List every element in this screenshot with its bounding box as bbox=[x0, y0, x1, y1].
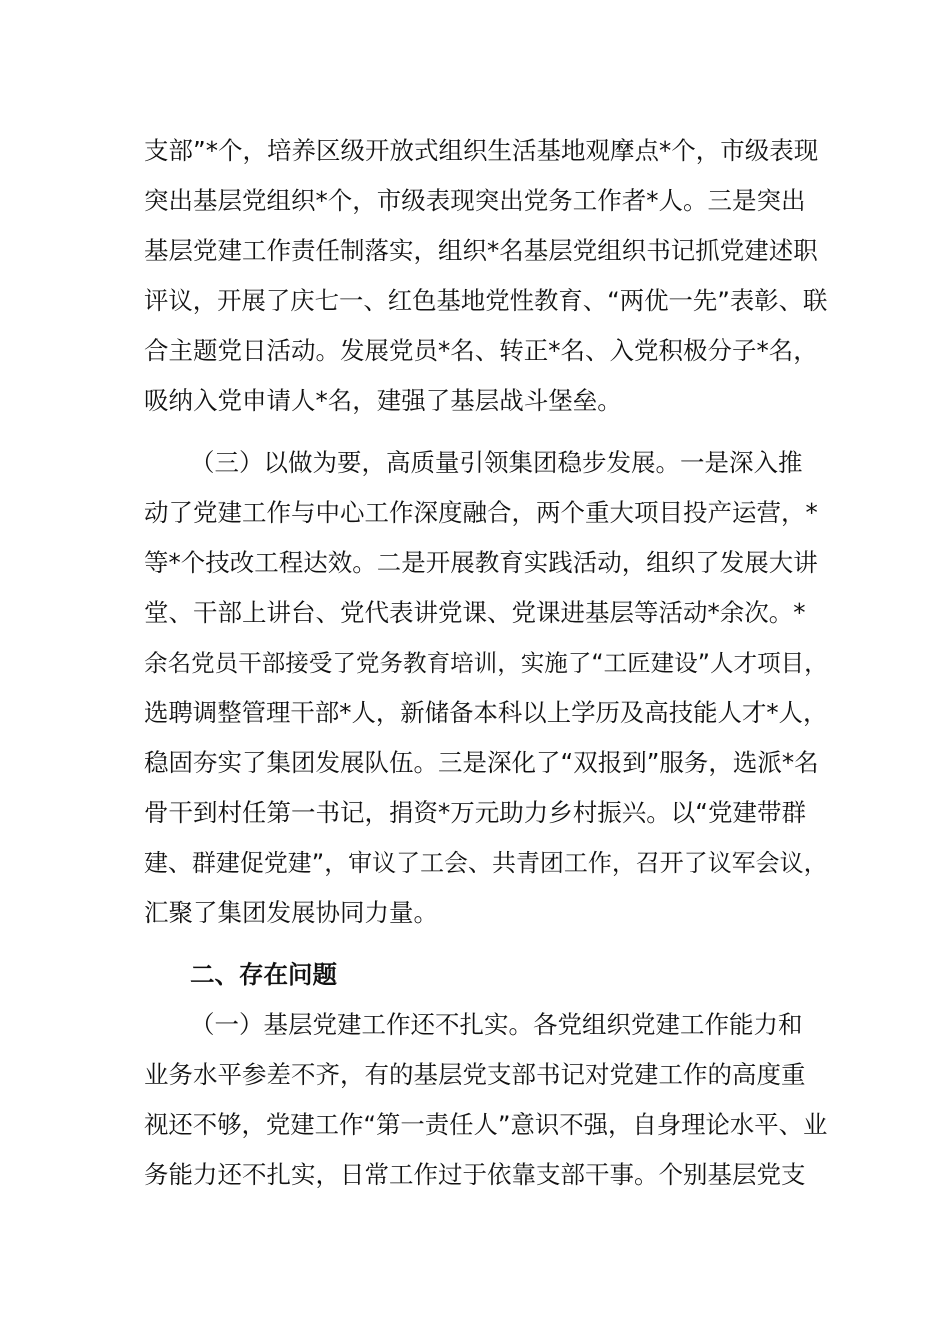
paragraph-1-line-5: 合主题党日活动。发展党员*名、转正*名、入党积极分子*名， bbox=[144, 336, 818, 365]
paragraph-2-line-6: 选聘调整管理干部*人，新储备本科以上学历及高技能人才*人， bbox=[144, 698, 828, 727]
paragraph-1-line-2: 突出基层党组织*个，市级表现突出党务工作者*人。三是突出 bbox=[144, 186, 806, 215]
paragraph-3-line-4: 务能力还不扎实，日常工作过于依靠支部干事。个别基层党支 bbox=[144, 1160, 806, 1189]
paragraph-1-line-4: 评议，开展了庆七一、红色基地党性教育、“两优一先”表彰、联 bbox=[144, 286, 828, 315]
paragraph-1-line-3: 基层党建工作责任制落实，组织*名基层党组织书记抓党建述职 bbox=[144, 236, 818, 265]
paragraph-3-line-3: 视还不够，党建工作“第一责任人”意识不强，自身理论水平、业 bbox=[144, 1110, 828, 1139]
paragraph-2-line-10: 汇聚了集团发展协同力量。 bbox=[144, 898, 438, 927]
paragraph-1-line-1: 支部”*个，培养区级开放式组织生活基地观摩点*个，市级表现 bbox=[144, 136, 819, 165]
paragraph-2-line-7: 稳固夯实了集团发展队伍。三是深化了“双报到”服务，选派*名 bbox=[144, 748, 819, 777]
paragraph-2-line-5: 余名党员干部接受了党务教育培训，实施了“工匠建设”人才项目， bbox=[144, 649, 828, 677]
section-heading: 二、存在问题 bbox=[190, 960, 337, 989]
paragraph-3-line-2: 业务水平参差不齐，有的基层党支部书记对党建工作的高度重 bbox=[144, 1060, 806, 1089]
paragraph-1-line-6: 吸纳入党申请人*名，建强了基层战斗堡垒。 bbox=[144, 386, 622, 415]
paragraph-3-line-1: （一）基层党建工作还不扎实。各党组织党建工作能力和 bbox=[190, 1010, 803, 1039]
paragraph-2-line-1: （三）以做为要，高质量引领集团稳步发展。一是深入推 bbox=[190, 448, 803, 477]
paragraph-2-line-9: 建、群建促党建”，审议了工会、共青团工作，召开了议军会议， bbox=[144, 849, 828, 877]
paragraph-2-line-8: 骨干到村任第一书记，捐资*万元助力乡村振兴。以“党建带群 bbox=[144, 798, 806, 827]
paragraph-2-line-4: 堂、干部上讲台、党代表讲党课、党课进基层等活动*余次。* bbox=[144, 598, 806, 627]
paragraph-2-line-3: 等*个技改工程达效。二是开展教育实践活动，组织了发展大讲 bbox=[144, 548, 818, 577]
paragraph-2-line-2: 动了党建工作与中心工作深度融合，两个重大项目投产运营，* bbox=[144, 498, 818, 527]
